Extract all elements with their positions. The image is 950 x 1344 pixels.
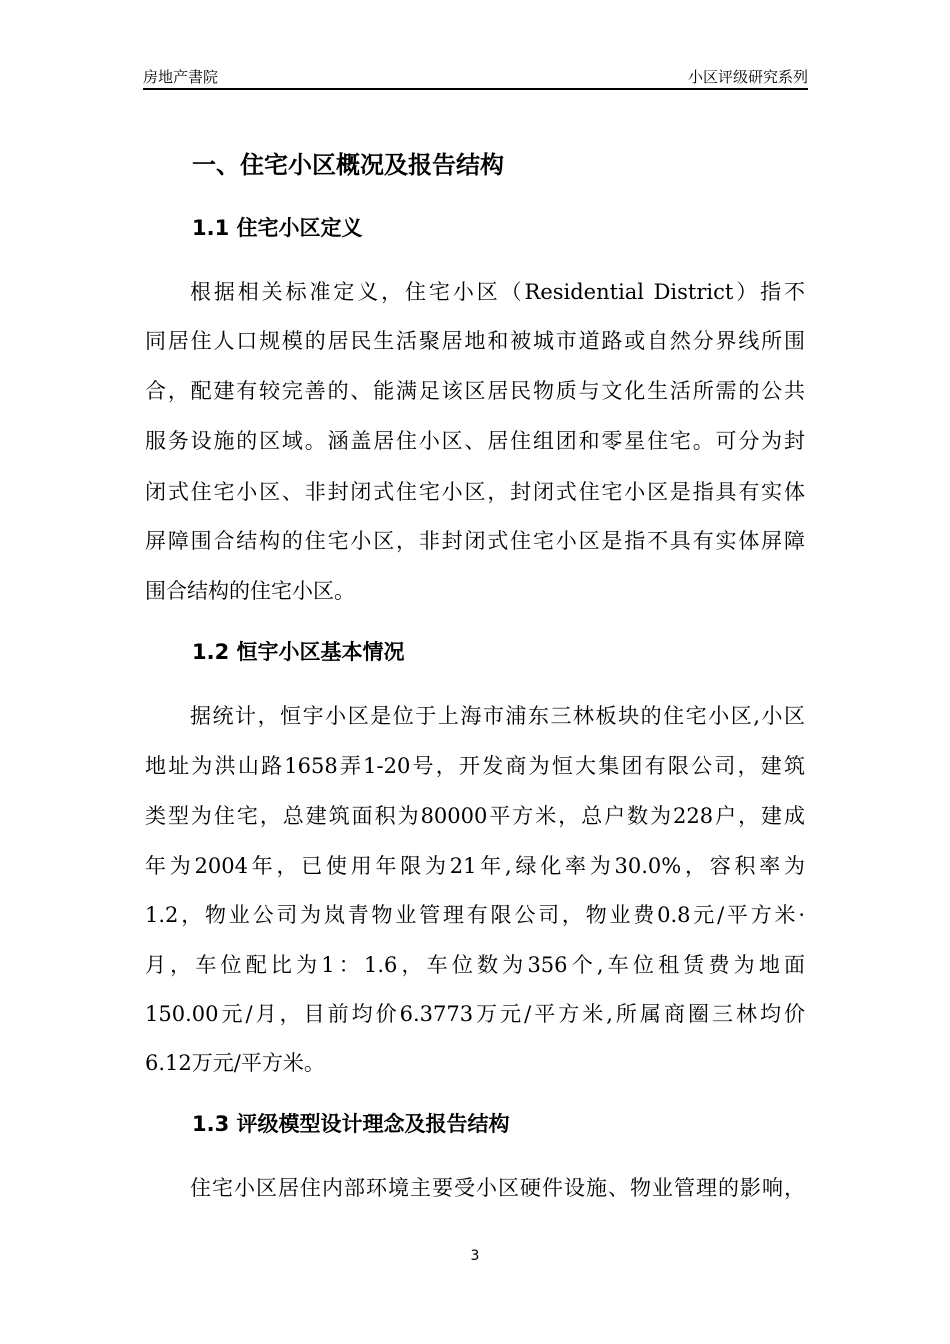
paragraph-line: 围合结构的住宅小区。 [145, 579, 355, 603]
section-heading: 1.2 恒宇小区基本情况 [192, 640, 405, 664]
header-rule [143, 88, 808, 90]
header-right: 小区评级研究系列 [687, 68, 808, 86]
paragraph-line: 据统计，恒宇小区是位于上海市浦东三林板块的住宅小区,小区 [190, 704, 805, 728]
paragraph-line: 6.12万元/平方米。 [145, 1051, 325, 1075]
page-number: 3 [470, 1248, 480, 1264]
paragraph-line: 合，配建有较完善的、能满足该区居民物质与文化生活所需的公共 [145, 379, 805, 403]
paragraph-line: 屏障围合结构的住宅小区，非封闭式住宅小区是指不具有实体屏障 [145, 529, 805, 553]
section-heading: 1.3 评级模型设计理念及报告结构 [192, 1112, 510, 1136]
paragraph-line: 根据相关标准定义，住宅小区（Residential District）指不 [190, 280, 805, 304]
paragraph-line: 类型为住宅，总建筑面积为80000平方米，总户数为228户，建成 [145, 804, 805, 828]
paragraph-line: 150.00元/月，目前均价6.3773万元/平方米,所属商圈三林均价 [145, 1002, 805, 1026]
paragraph-line: 同居住人口规模的居民生活聚居地和被城市道路或自然分界线所围 [145, 329, 805, 353]
header-left: 房地产書院 [143, 68, 219, 86]
paragraph-line: 闭式住宅小区、非封闭式住宅小区，封闭式住宅小区是指具有实体 [145, 480, 805, 504]
paragraph-line: 服务设施的区域。涵盖居住小区、居住组团和零星住宅。可分为封 [145, 429, 805, 453]
paragraph-line: 1.2，物业公司为岚青物业管理有限公司，物业费0.8元/平方米· [145, 903, 805, 927]
paragraph-line: 地址为洪山路1658弄1-20号，开发商为恒大集团有限公司，建筑 [145, 754, 805, 778]
chapter-title: 一、住宅小区概况及报告结构 [192, 151, 504, 179]
paragraph-line: 月，车位配比为1：1.6，车位数为356个,车位租赁费为地面 [145, 953, 805, 977]
paragraph-line: 年为2004年，已使用年限为21年,绿化率为30.0%，容积率为 [145, 854, 805, 878]
paragraph-line: 住宅小区居住内部环境主要受小区硬件设施、物业管理的影响， [190, 1176, 805, 1200]
section-heading: 1.1 住宅小区定义 [192, 216, 363, 240]
